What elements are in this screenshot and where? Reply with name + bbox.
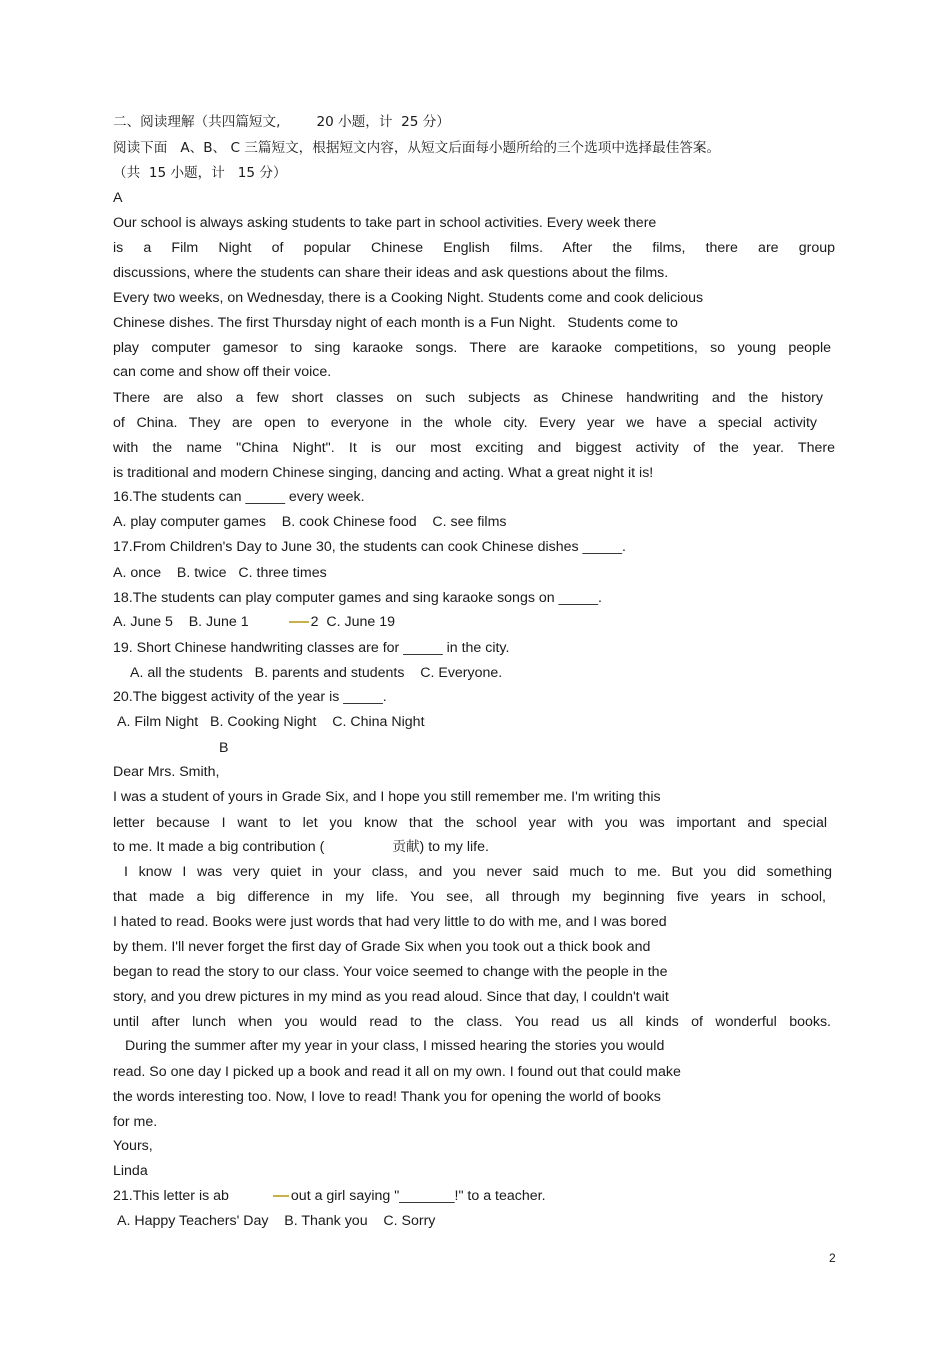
page-number: 2 bbox=[829, 1251, 836, 1265]
question-18-options-part2: 2 C. June 19 bbox=[310, 614, 396, 630]
question-18-options-part1: A. June 5 B. June 1 bbox=[113, 614, 249, 630]
passage-a-line: Chinese dishes. The first Thursday night of each month is a Fun Night. Students come to bbox=[113, 315, 678, 331]
section-heading bbox=[113, 113, 450, 131]
letter-line: I know I was very quiet in your class, and you never said much to me. But you did something bbox=[124, 864, 832, 880]
letter-line bbox=[113, 838, 489, 856]
letter-greeting: Dear Mrs. Smith, bbox=[113, 764, 220, 780]
section-heading-part1: 二、阅读理解（共四篇短文, bbox=[113, 114, 281, 130]
passage-a-line: of China. They are open to everyone in the whole city. Every year we have a special activity bbox=[113, 415, 817, 431]
question-17-stem: 17.From Children's Day to June 30, the students can cook Chinese dishes _____. bbox=[113, 539, 626, 555]
letter-line: that made a big difference in my life. You see, all through my beginning five years in school, bbox=[113, 889, 826, 905]
question-20-stem: 20.The biggest activity of the year is _____. bbox=[113, 689, 387, 705]
letter-line: story, and you drew pictures in my mind as you read aloud. Since that day, I couldn't wait bbox=[113, 989, 669, 1005]
question-19-options: A. all the students B. parents and students C. Everyone. bbox=[130, 665, 503, 681]
letter-signature: Linda bbox=[113, 1163, 148, 1179]
letter-line: letter because I want to let you know that the school year with you was important and special bbox=[113, 815, 827, 831]
passage-a-line: discussions, where the students can share their ideas and ask questions about the films. bbox=[113, 265, 669, 281]
chinese-gloss: 贡献 bbox=[392, 839, 420, 855]
letter-line: During the summer after my year in your class, I missed hearing the stories you would bbox=[125, 1038, 665, 1054]
question-16-stem: 16.The students can _____ every week. bbox=[113, 489, 365, 505]
letter-line: I was a student of yours in Grade Six, and I hope you still remember me. I'm writing this bbox=[113, 789, 661, 805]
passage-a-line: can come and show off their voice. bbox=[113, 364, 332, 380]
underline-mark bbox=[273, 1195, 289, 1197]
question-16-options: A. play computer games B. cook Chinese food C. see films bbox=[113, 514, 507, 530]
letter-line: for me. bbox=[113, 1114, 158, 1130]
question-17-options: A. once B. twice C. three times bbox=[113, 565, 327, 581]
passage-a-line: play computer gamesor to sing karaoke songs. There are karaoke competitions, so young people bbox=[113, 340, 831, 356]
passage-a-line: There are also a few short classes on such subjects as Chinese handwriting and the history bbox=[113, 390, 823, 406]
passage-a-label: A bbox=[113, 190, 123, 206]
letter-line: began to read the story to our class. Your voice seemed to change with the people in the bbox=[113, 964, 668, 980]
passage-a-line: Every two weeks, on Wednesday, there is a Cooking Night. Students come and cook delicious bbox=[113, 290, 704, 306]
letter-line-part1: to me. It made a big contribution ( bbox=[113, 839, 325, 855]
letter-line: until after lunch when you would read to the class. You read us all kinds of wonderful books. bbox=[113, 1014, 831, 1030]
section-instruction-count: （共 15 小题，计 15 分） bbox=[113, 165, 287, 181]
passage-a-line: with the name "China Night". It is our most exciting and biggest activity of the year. There bbox=[113, 440, 835, 456]
question-18-stem: 18.The students can play computer games and sing karaoke songs on _____. bbox=[113, 590, 602, 606]
letter-line-part2: ) to my life. bbox=[419, 839, 489, 855]
letter-line: read. So one day I picked up a book and read it all on my own. I found out that could make bbox=[113, 1064, 681, 1080]
section-instruction: 阅读下面 A、B、 C 三篇短文，根据短文内容，从短文后面每小题所给的三个选项中选择最佳答案。 bbox=[113, 140, 721, 156]
question-20-options: A. Film Night B. Cooking Night C. China Night bbox=[117, 714, 425, 730]
passage-a-line: is traditional and modern Chinese singing, dancing and acting. What a great night it is! bbox=[113, 465, 654, 481]
passage-b-label: B bbox=[219, 740, 229, 756]
underline-mark bbox=[289, 621, 309, 623]
question-21-stem-part2: out a girl saying "_______!" to a teacher. bbox=[290, 1188, 546, 1204]
passage-a-line: is a Film Night of popular Chinese English films. After the films, there are group bbox=[113, 240, 835, 256]
question-21-stem-part1: 21.This letter is ab bbox=[113, 1188, 229, 1204]
section-heading-part2: 20 小题，计 25 分） bbox=[316, 114, 450, 130]
question-19-stem: 19. Short Chinese handwriting classes are for _____ in the city. bbox=[113, 640, 510, 656]
letter-line: by them. I'll never forget the first day of Grade Six when you took out a thick book and bbox=[113, 939, 651, 955]
question-21-stem bbox=[113, 1187, 546, 1205]
letter-line: the words interesting too. Now, I love to read! Thank you for opening the world of books bbox=[113, 1089, 661, 1105]
passage-a-line: Our school is always asking students to take part in school activities. Every week there bbox=[113, 215, 657, 231]
letter-line: I hated to read. Books were just words that had very little to do with me, and I was bored bbox=[113, 914, 667, 930]
question-18-options bbox=[113, 613, 395, 631]
question-21-options: A. Happy Teachers' Day B. Thank you C. Sorry bbox=[117, 1213, 436, 1229]
letter-closing: Yours, bbox=[113, 1138, 153, 1154]
